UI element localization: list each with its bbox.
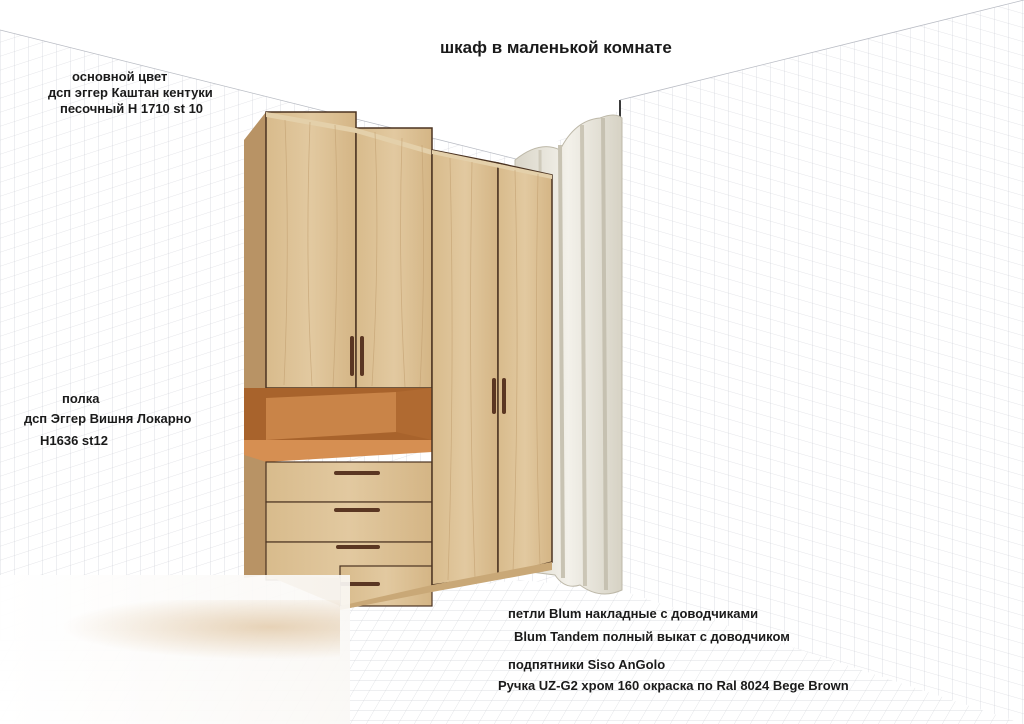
drawer-1-handle: [334, 471, 380, 475]
drawer-body: [244, 455, 266, 578]
main-color-line-2: дсп эггер Каштан кентуки: [48, 85, 213, 100]
tall-door-left: [432, 150, 498, 585]
spec-drawers: Blum Tandem полный выкат с доводчиком: [514, 629, 790, 644]
spec-handle: Ручка UZ-G2 хром 160 окраска по Ral 8024 Bege Brown: [498, 678, 849, 693]
upper-door-right: [356, 128, 432, 388]
drawer-2-handle: [334, 508, 380, 512]
main-color-line-3: песочный H 1710 st 10: [60, 101, 204, 116]
shelf-line-3: H1636 st12: [40, 433, 108, 448]
upper-door-left: [266, 112, 356, 388]
main-color-line-1: основной цвет: [72, 69, 168, 84]
tall-door-right-handle: [502, 378, 506, 414]
tall-door-left-handle: [492, 378, 496, 414]
drawer-1: [266, 462, 432, 502]
wardrobe: [244, 112, 552, 610]
diagram-title: шкаф в маленькой комнате: [440, 38, 672, 57]
drawer-3-handle: [336, 545, 380, 549]
spec-feet: подпятники Siso AnGolo: [508, 657, 666, 672]
shelf-line-1: полка: [62, 391, 100, 406]
upper-door-right-handle: [360, 336, 364, 376]
shelf-line-2: дсп Эггер Вишня Локарно: [24, 411, 192, 426]
upper-door-left-handle: [350, 336, 354, 376]
spec-hinges: петли Blum накладные с доводчиками: [508, 606, 759, 621]
drawer-4-handle: [340, 582, 380, 586]
tall-door-right: [498, 163, 552, 576]
